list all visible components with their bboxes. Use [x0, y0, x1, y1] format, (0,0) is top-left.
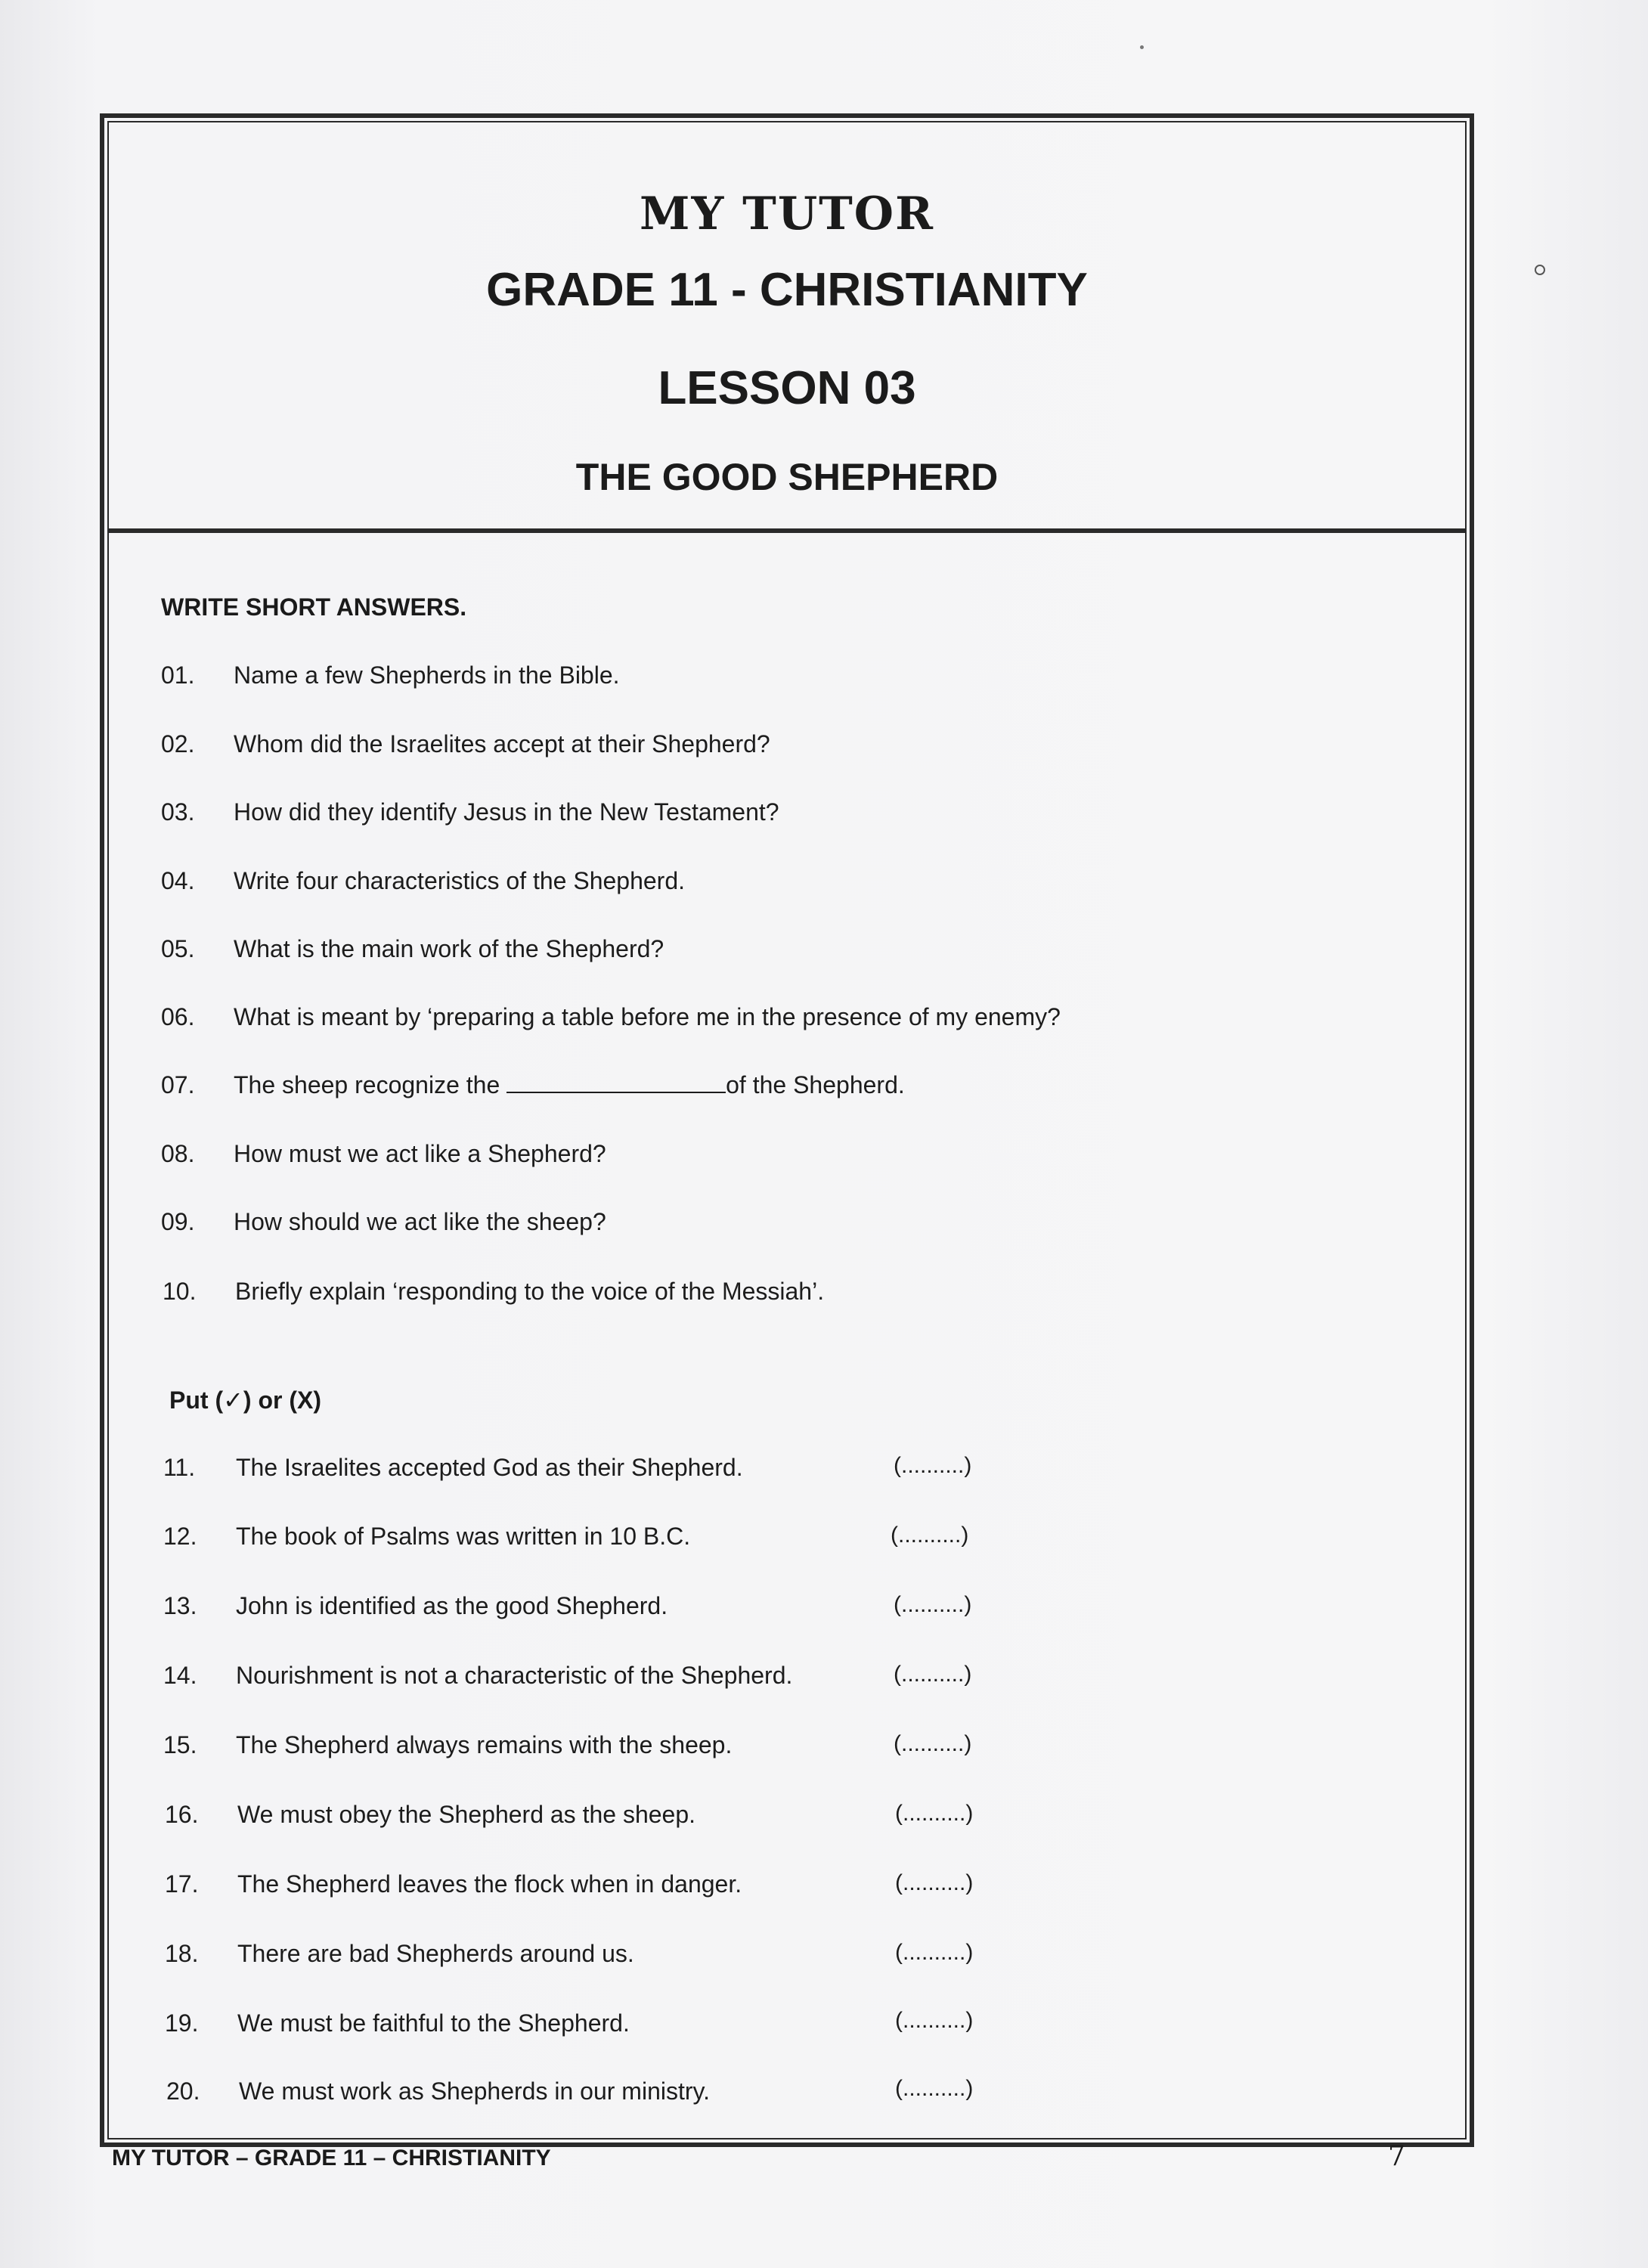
answer-blank[interactable]: (..........) — [894, 1731, 972, 1756]
answer-blank[interactable]: (..........) — [895, 1801, 974, 1826]
question-number: 04. — [161, 867, 195, 894]
speck — [1140, 45, 1144, 49]
question-text — [234, 1071, 905, 1099]
answer-blank[interactable]: (..........) — [895, 2076, 974, 2101]
question-number: 08. — [161, 1140, 195, 1167]
question-text: What is meant by ‘preparing a table before me in the presence of my enemy? — [234, 1003, 1061, 1030]
lesson-name: THE GOOD SHEPHERD — [575, 456, 999, 498]
question-text: Name a few Shepherds in the Bible. — [234, 662, 620, 689]
lesson-title: LESSON 03 — [658, 362, 916, 414]
fill-in-blank[interactable] — [506, 1072, 726, 1093]
statement-number: 15. — [163, 1731, 197, 1758]
brand-title: MY TUTOR — [640, 187, 934, 240]
question-text: Write four characteristics of the Shepherd. — [234, 867, 686, 894]
statement-text: We must obey the Shepherd as the sheep. — [237, 1801, 696, 1828]
question-number: 02. — [161, 730, 195, 758]
question-text-after: of the Shepherd. — [726, 1071, 905, 1098]
question-number: 05. — [161, 935, 195, 962]
statement-text: We must be faithful to the Shepherd. — [237, 2009, 630, 2037]
tick-or-cross-heading: Put (✓) or (X) — [169, 1387, 321, 1414]
answer-blank[interactable]: (..........) — [894, 1592, 972, 1617]
statement-number: 18. — [165, 1940, 199, 1967]
statement-number: 19. — [165, 2009, 199, 2037]
ring-mark — [1535, 265, 1545, 275]
question-number: 01. — [161, 662, 195, 689]
answer-blank[interactable]: (..........) — [895, 1940, 974, 1965]
answer-blank[interactable]: (..........) — [894, 1662, 972, 1687]
grade-title: GRADE 11 - CHRISTIANITY — [486, 264, 1088, 316]
question-number: 06. — [161, 1003, 195, 1030]
question-text: Whom did the Israelites accept at their Shepherd? — [234, 730, 770, 758]
statement-text: John is identified as the good Shepherd. — [236, 1592, 668, 1619]
question-number: 03. — [161, 798, 195, 826]
question-text: Briefly explain ‘responding to the voice of the Messiah’. — [235, 1278, 825, 1305]
header-box — [107, 121, 1467, 533]
statement-number: 20. — [166, 2077, 200, 2105]
statement-text: Nourishment is not a characteristic of the Shepherd. — [236, 1662, 793, 1689]
statement-text: The Shepherd leaves the flock when in danger. — [237, 1870, 742, 1898]
question-number: 09. — [161, 1208, 195, 1235]
question-text: How must we act like a Shepherd? — [234, 1140, 606, 1167]
question-text: How should we act like the sheep? — [234, 1208, 606, 1235]
question-text-before: The sheep recognize the — [234, 1071, 507, 1098]
footer-running-title: MY TUTOR – GRADE 11 – CHRISTIANITY — [112, 2146, 551, 2170]
statement-number: 12. — [163, 1523, 197, 1550]
statement-text: The Shepherd always remains with the sheep. — [236, 1731, 733, 1758]
question-text: How did they identify Jesus in the New Testament? — [234, 798, 779, 826]
statement-number: 16. — [165, 1801, 199, 1828]
question-number: 07. — [161, 1071, 195, 1098]
statement-text: The Israelites accepted God as their Shepherd. — [236, 1454, 743, 1481]
statement-text: We must work as Shepherds in our ministry. — [239, 2077, 711, 2105]
statement-number: 13. — [163, 1592, 197, 1619]
answer-blank[interactable]: (..........) — [891, 1523, 969, 1548]
question-number: 10. — [163, 1278, 197, 1305]
question-text: What is the main work of the Shepherd? — [234, 935, 664, 962]
answer-blank[interactable]: (..........) — [895, 1870, 974, 1895]
answer-blank[interactable]: (..........) — [894, 1453, 972, 1478]
short-answers-heading: WRITE SHORT ANSWERS. — [161, 593, 467, 621]
statement-number: 11. — [163, 1454, 196, 1481]
answer-blank[interactable]: (..........) — [895, 2008, 974, 2033]
statement-number: 17. — [165, 1870, 199, 1898]
statement-number: 14. — [163, 1662, 197, 1689]
statement-text: There are bad Shepherds around us. — [237, 1940, 634, 1967]
statement-text: The book of Psalms was written in 10 B.C. — [236, 1523, 691, 1550]
page-number: 7 — [1388, 2141, 1405, 2172]
